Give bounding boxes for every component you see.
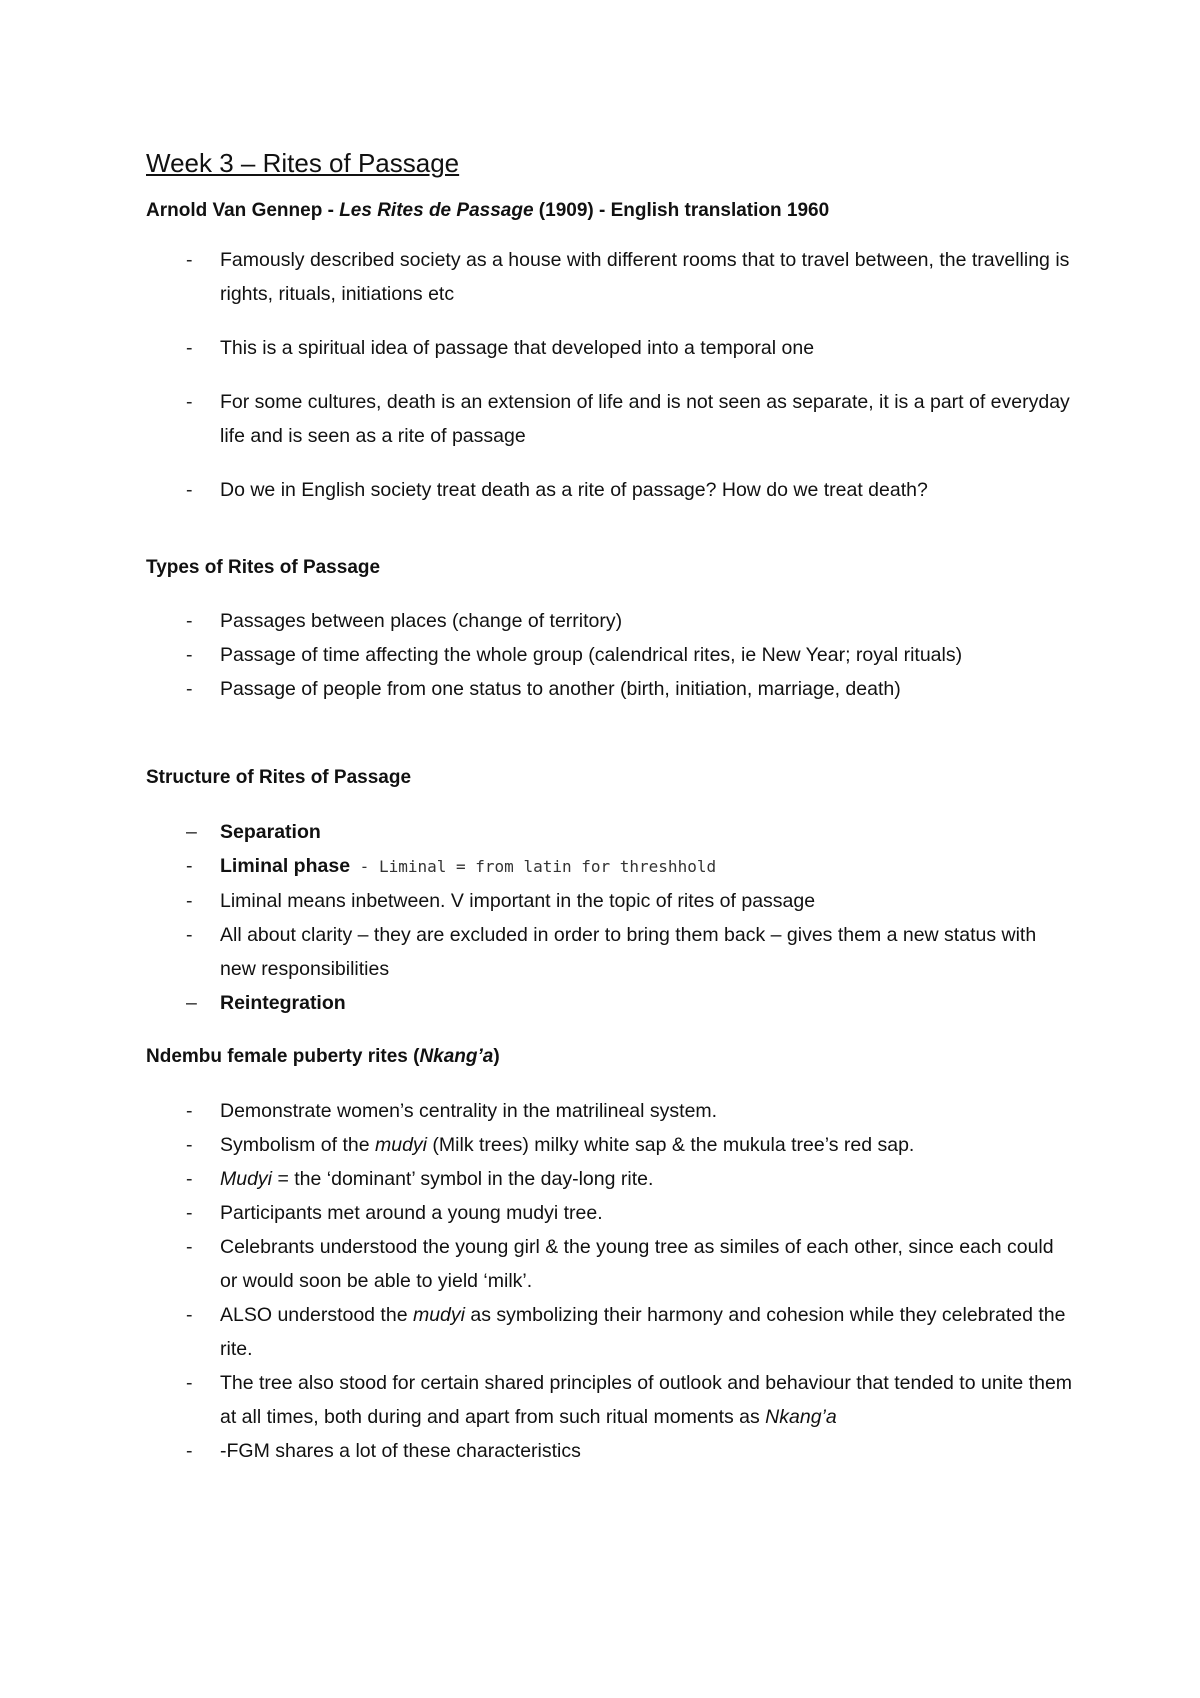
dash-bullet: - [186,337,193,359]
dash-bullet: - [186,1134,193,1156]
dash-bullet: - [186,855,193,877]
dash-bullet: - [186,249,193,271]
list-item [146,849,1076,884]
list-item: - -FGM shares a lot of these characteristics [146,1434,1076,1468]
list-item: - For some cultures, death is an extension of life and is not seen as separate, it is a part of everyday life and is seen as a rite of passage [146,385,1076,453]
list-item [146,986,1076,1020]
dash-bullet: - [186,391,193,413]
intro-heading [146,198,829,224]
dash-bullet: - [186,1236,193,1258]
list-item: - Participants met around a young mudyi tree. [146,1196,1076,1230]
dash-bullet: - [186,924,193,946]
page-title: Week 3 – Rites of Passage [146,148,460,178]
intro-rest: (1909) - English translation 1960 [533,200,830,221]
dash-bullet: - [186,1372,193,1394]
list-item: - Liminal means inbetween. V important in the topic of rites of passage [146,884,1076,918]
dash-bullet: - [186,1440,193,1462]
dash-bullet: - [186,1100,193,1122]
reintegration-term: Reintegration [220,992,346,1014]
ndembu-bullet-list [146,1094,1076,1468]
dash-bullet: – [186,821,197,843]
liminal-phase-term: Liminal phase [220,855,351,877]
structure-bullet-list [146,815,1076,1020]
ndembu-heading: Ndembu female puberty rites (Nkang’a) [146,1046,500,1067]
dash-bullet: - [186,644,193,666]
dash-bullet: - [186,1168,193,1190]
list-item: - Passage of time affecting the whole group (calendrical rites, ie New Year; royal rituals) [146,638,1076,672]
dash-bullet: - [186,678,193,700]
list-item: - Demonstrate women’s centrality in the matrilineal system. [146,1094,1076,1128]
list-item: - This is a spiritual idea of passage that developed into a temporal one [146,331,1076,365]
list-item: - Celebrants understood the young girl & the young tree as similes of each other, since each could or would soon be able to yield ‘milk’. [146,1230,1076,1298]
intro-work: Les Rites de Passage [339,200,534,221]
list-item: - ALSO understood the mudyi as symbolizing their harmony and cohesion while they celebrated the rite. [146,1298,1076,1366]
list-item: - Famously described society as a house with different rooms that to travel between, the travelling is rights, rituals, initiations etc [146,243,1076,311]
dash-bullet: - [186,1304,193,1326]
dash-bullet: - [186,479,193,501]
list-item: - The tree also stood for certain shared principles of outlook and behaviour that tended to unite them at all times, both during and apart from such ritual moments as Nkang’a [146,1366,1076,1434]
list-item: - Passages between places (change of territory) [146,604,1076,638]
nkanga-term: Nkang’a [419,1046,494,1067]
structure-heading: Structure of Rites of Passage [146,767,412,788]
intro-bullet-list [146,243,1076,527]
liminal-note: - Liminal = from latin for threshhold [350,857,717,876]
list-item: - Do we in English society treat death as a rite of passage? How do we treat death? [146,473,1076,507]
list-item: - Symbolism of the mudyi (Milk trees) milky white sap & the mukula tree’s red sap. [146,1128,1076,1162]
types-bullet-list [146,604,1076,706]
list-item: - Passage of people from one status to another (birth, initiation, marriage, death) [146,672,1076,706]
dash-bullet: - [186,1202,193,1224]
list-item: - Mudyi = the ‘dominant’ symbol in the day-long rite. [146,1162,1076,1196]
dash-bullet: - [186,610,193,632]
list-item [146,815,1076,849]
types-heading: Types of Rites of Passage [146,557,381,578]
dash-bullet: - [186,890,193,912]
separation-term: Separation [220,821,321,843]
list-item: - All about clarity – they are excluded in order to bring them back – gives them a new status with new responsibilities [146,918,1076,986]
intro-author: Arnold Van Gennep - [146,200,340,221]
dash-bullet: – [186,992,197,1014]
